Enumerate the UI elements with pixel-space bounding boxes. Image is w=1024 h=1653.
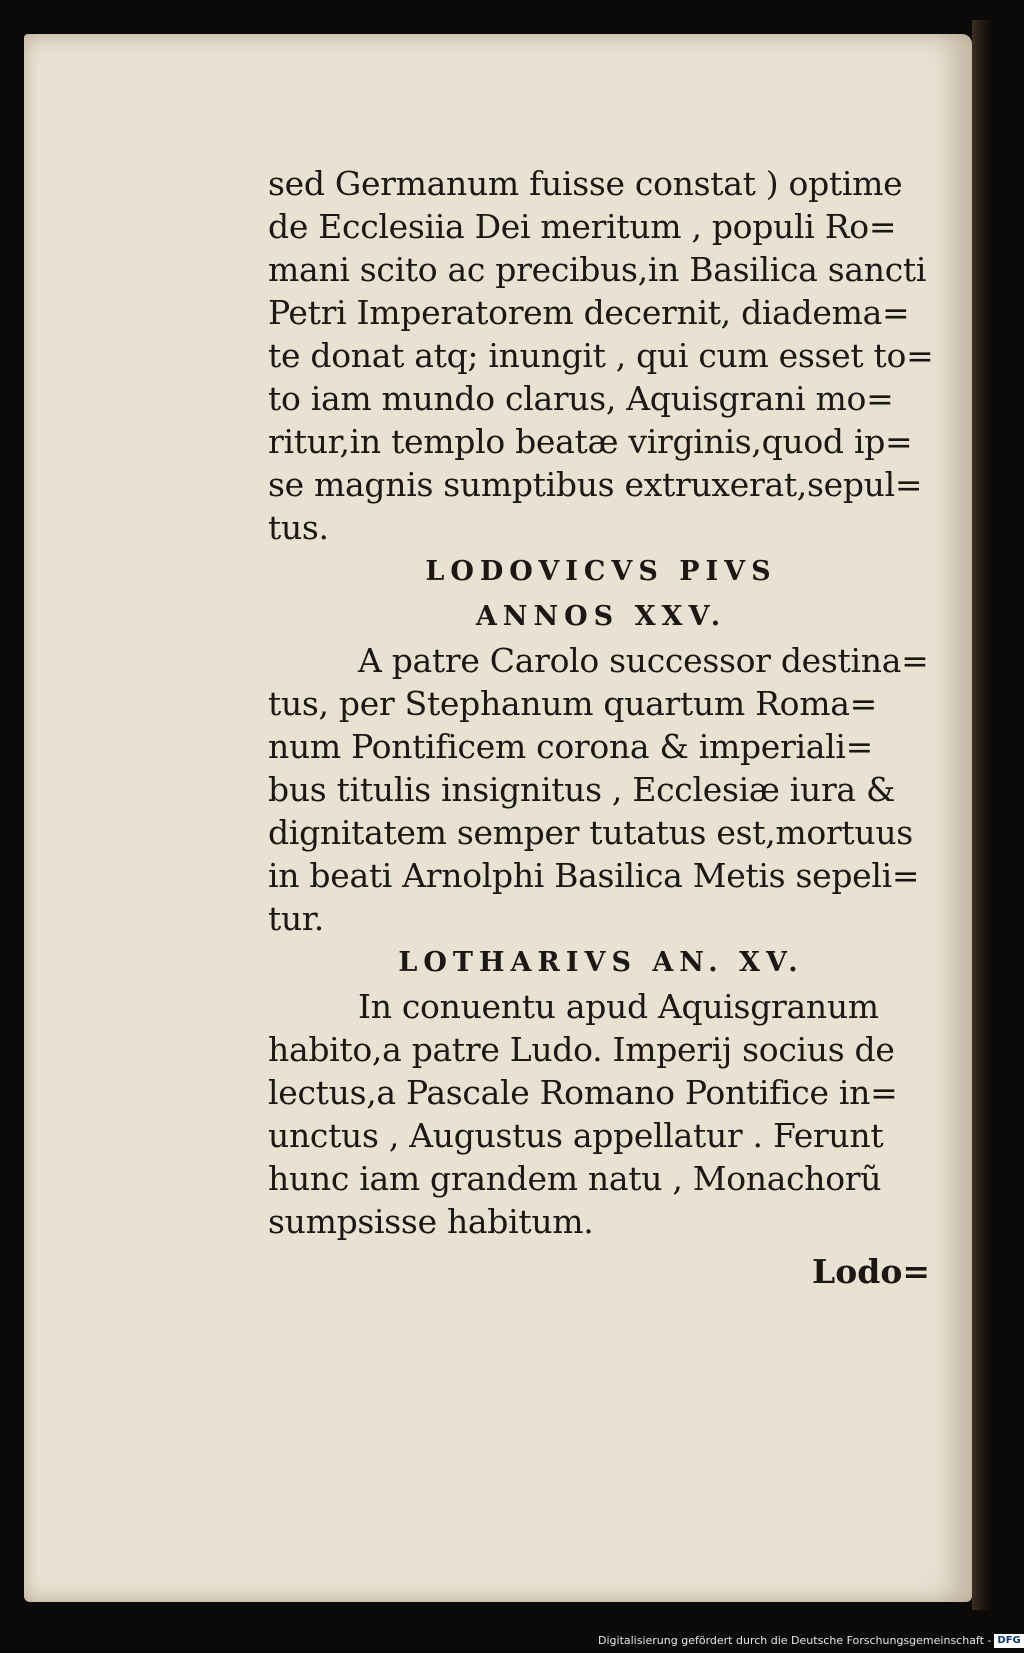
text-line: se magnis sumptibus extruxerat,sepul= (268, 465, 923, 504)
text-line: dignitatem semper tutatus est,mortuus (268, 813, 913, 852)
text-line: tus. (268, 508, 329, 547)
text-line: bus titulis insignitus , Ecclesiæ iura & (268, 770, 896, 809)
text-line: Petri Imperatorem decernit, diadema= (268, 293, 910, 332)
text-line: de Ecclesiia Dei meritum , populi Ro= (268, 207, 897, 246)
footer-text: Digitalisierung gefördert durch die Deutsche Forschungsgemeinschaft - (598, 1634, 992, 1647)
text-line: sed Germanum fuisse constat ) optime (268, 164, 903, 203)
section-heading-lodovicus: LODOVICVS PIVS (425, 556, 777, 587)
digitization-footer (598, 1632, 1021, 1650)
text-line: mani scito ac precibus,in Basilica sancti (268, 250, 927, 289)
text-line: tur. (268, 899, 324, 938)
text-line: lectus,a Pascale Romano Pontifice in= (268, 1073, 898, 1112)
page-text (268, 162, 934, 1295)
book-edge (972, 20, 994, 1610)
text-line: to iam mundo clarus, Aquisgrani mo= (268, 379, 894, 418)
text-line: ritur,in templo beatæ virginis,quod ip= (268, 422, 913, 461)
text-line: A patre Carolo successor destina= (358, 641, 929, 680)
text-line: hunc iam grandem natu , Monachorũ (268, 1159, 882, 1198)
text-line: te donat atq; inungit , qui cum esset to= (268, 336, 934, 375)
text-line: habito,a patre Ludo. Imperij socius de (268, 1030, 895, 1069)
catchword: Lodo= (812, 1252, 930, 1291)
section-heading-lotharius: LOTHARIVS AN. XV. (398, 947, 804, 978)
dfg-logo: DFG (994, 1634, 1023, 1648)
text-line: num Pontificem corona & imperiali= (268, 727, 873, 766)
section-subheading-annos: ANNOS XXV. (475, 601, 727, 632)
text-line: tus, per Stephanum quartum Roma= (268, 684, 877, 723)
text-line: in beati Arnolphi Basilica Metis sepeli= (268, 856, 920, 895)
text-line: In conuentu apud Aquisgranum (358, 987, 879, 1026)
text-line: unctus , Augustus appellatur . Ferunt (268, 1116, 884, 1155)
text-line: sumpsisse habitum. (268, 1202, 594, 1241)
